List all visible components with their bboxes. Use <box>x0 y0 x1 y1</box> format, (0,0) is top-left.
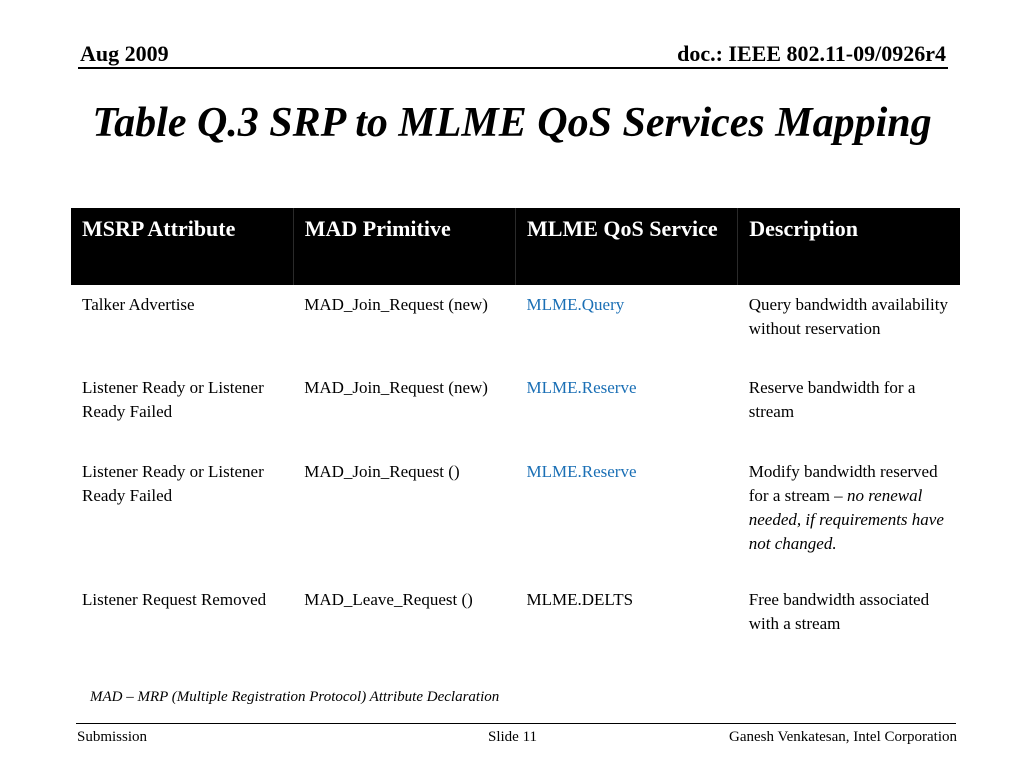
column-header-description: Description <box>738 208 960 285</box>
footer-submission: Submission <box>77 729 148 745</box>
table-row <box>71 368 960 452</box>
cell-mad-primitive: MAD_Leave_Request () <box>304 590 473 609</box>
cell-mad-primitive: MAD_Join_Request () <box>304 462 460 481</box>
mlme-service-link[interactable]: MLME.Reserve <box>526 378 637 397</box>
mapping-table <box>71 208 960 662</box>
mlme-service-text: MLME.DELTS <box>526 590 634 609</box>
column-header-mlme-qos-service: MLME QoS Service <box>516 208 738 285</box>
footnote: MAD – MRP (Multiple Registration Protocol) Attribute Declaration <box>90 689 500 705</box>
cell-description <box>738 368 960 452</box>
table-row <box>71 582 960 662</box>
mlme-service-link[interactable]: MLME.Reserve <box>526 462 637 481</box>
description-text: Modify bandwidth reserved for a stream – <box>748 462 938 505</box>
table-row <box>71 452 960 582</box>
cell-mad-primitive: MAD_Join_Request (new) <box>304 378 488 397</box>
cell-msrp-attribute: Talker Advertise <box>82 295 195 314</box>
cell-description <box>738 285 960 368</box>
header-doc-id: doc.: IEEE 802.11-09/0926r4 <box>677 41 946 66</box>
cell-msrp-attribute: Listener Ready or Listener Ready Failed <box>82 462 264 505</box>
mlme-service-link[interactable]: MLME.Query <box>526 295 625 314</box>
cell-mlme-service[interactable] <box>516 452 738 582</box>
header-divider <box>78 67 948 69</box>
column-header-mad-primitive: MAD Primitive <box>293 208 515 285</box>
cell-mlme-service <box>516 582 738 662</box>
cell-msrp-attribute: Listener Ready or Listener Ready Failed <box>82 378 264 421</box>
table-header-row <box>71 208 960 285</box>
table-row <box>71 285 960 368</box>
footer-divider <box>76 723 956 724</box>
description-text: Reserve bandwidth for a stream <box>748 378 916 421</box>
cell-description <box>738 452 960 582</box>
description-text: Query bandwidth availability without reservation <box>748 295 948 338</box>
cell-description <box>738 582 960 662</box>
header-date: Aug 2009 <box>80 41 169 66</box>
cell-mad-primitive: MAD_Join_Request (new) <box>304 295 488 314</box>
cell-mlme-service[interactable] <box>516 285 738 368</box>
description-italic-note: no renewal needed, if requirements have not changed. <box>748 486 944 553</box>
footer-author: Ganesh Venkatesan, Intel Corporation <box>729 729 957 745</box>
slide-title: Table Q.3 SRP to MLME QoS Services Mapping <box>92 100 932 146</box>
cell-msrp-attribute: Listener Request Removed <box>82 590 267 609</box>
description-text: Free bandwidth associated with a stream <box>748 590 930 633</box>
cell-mlme-service[interactable] <box>516 368 738 452</box>
column-header-msrp-attribute: MSRP Attribute <box>71 208 293 285</box>
footer-slide-number: Slide 11 <box>488 729 538 745</box>
